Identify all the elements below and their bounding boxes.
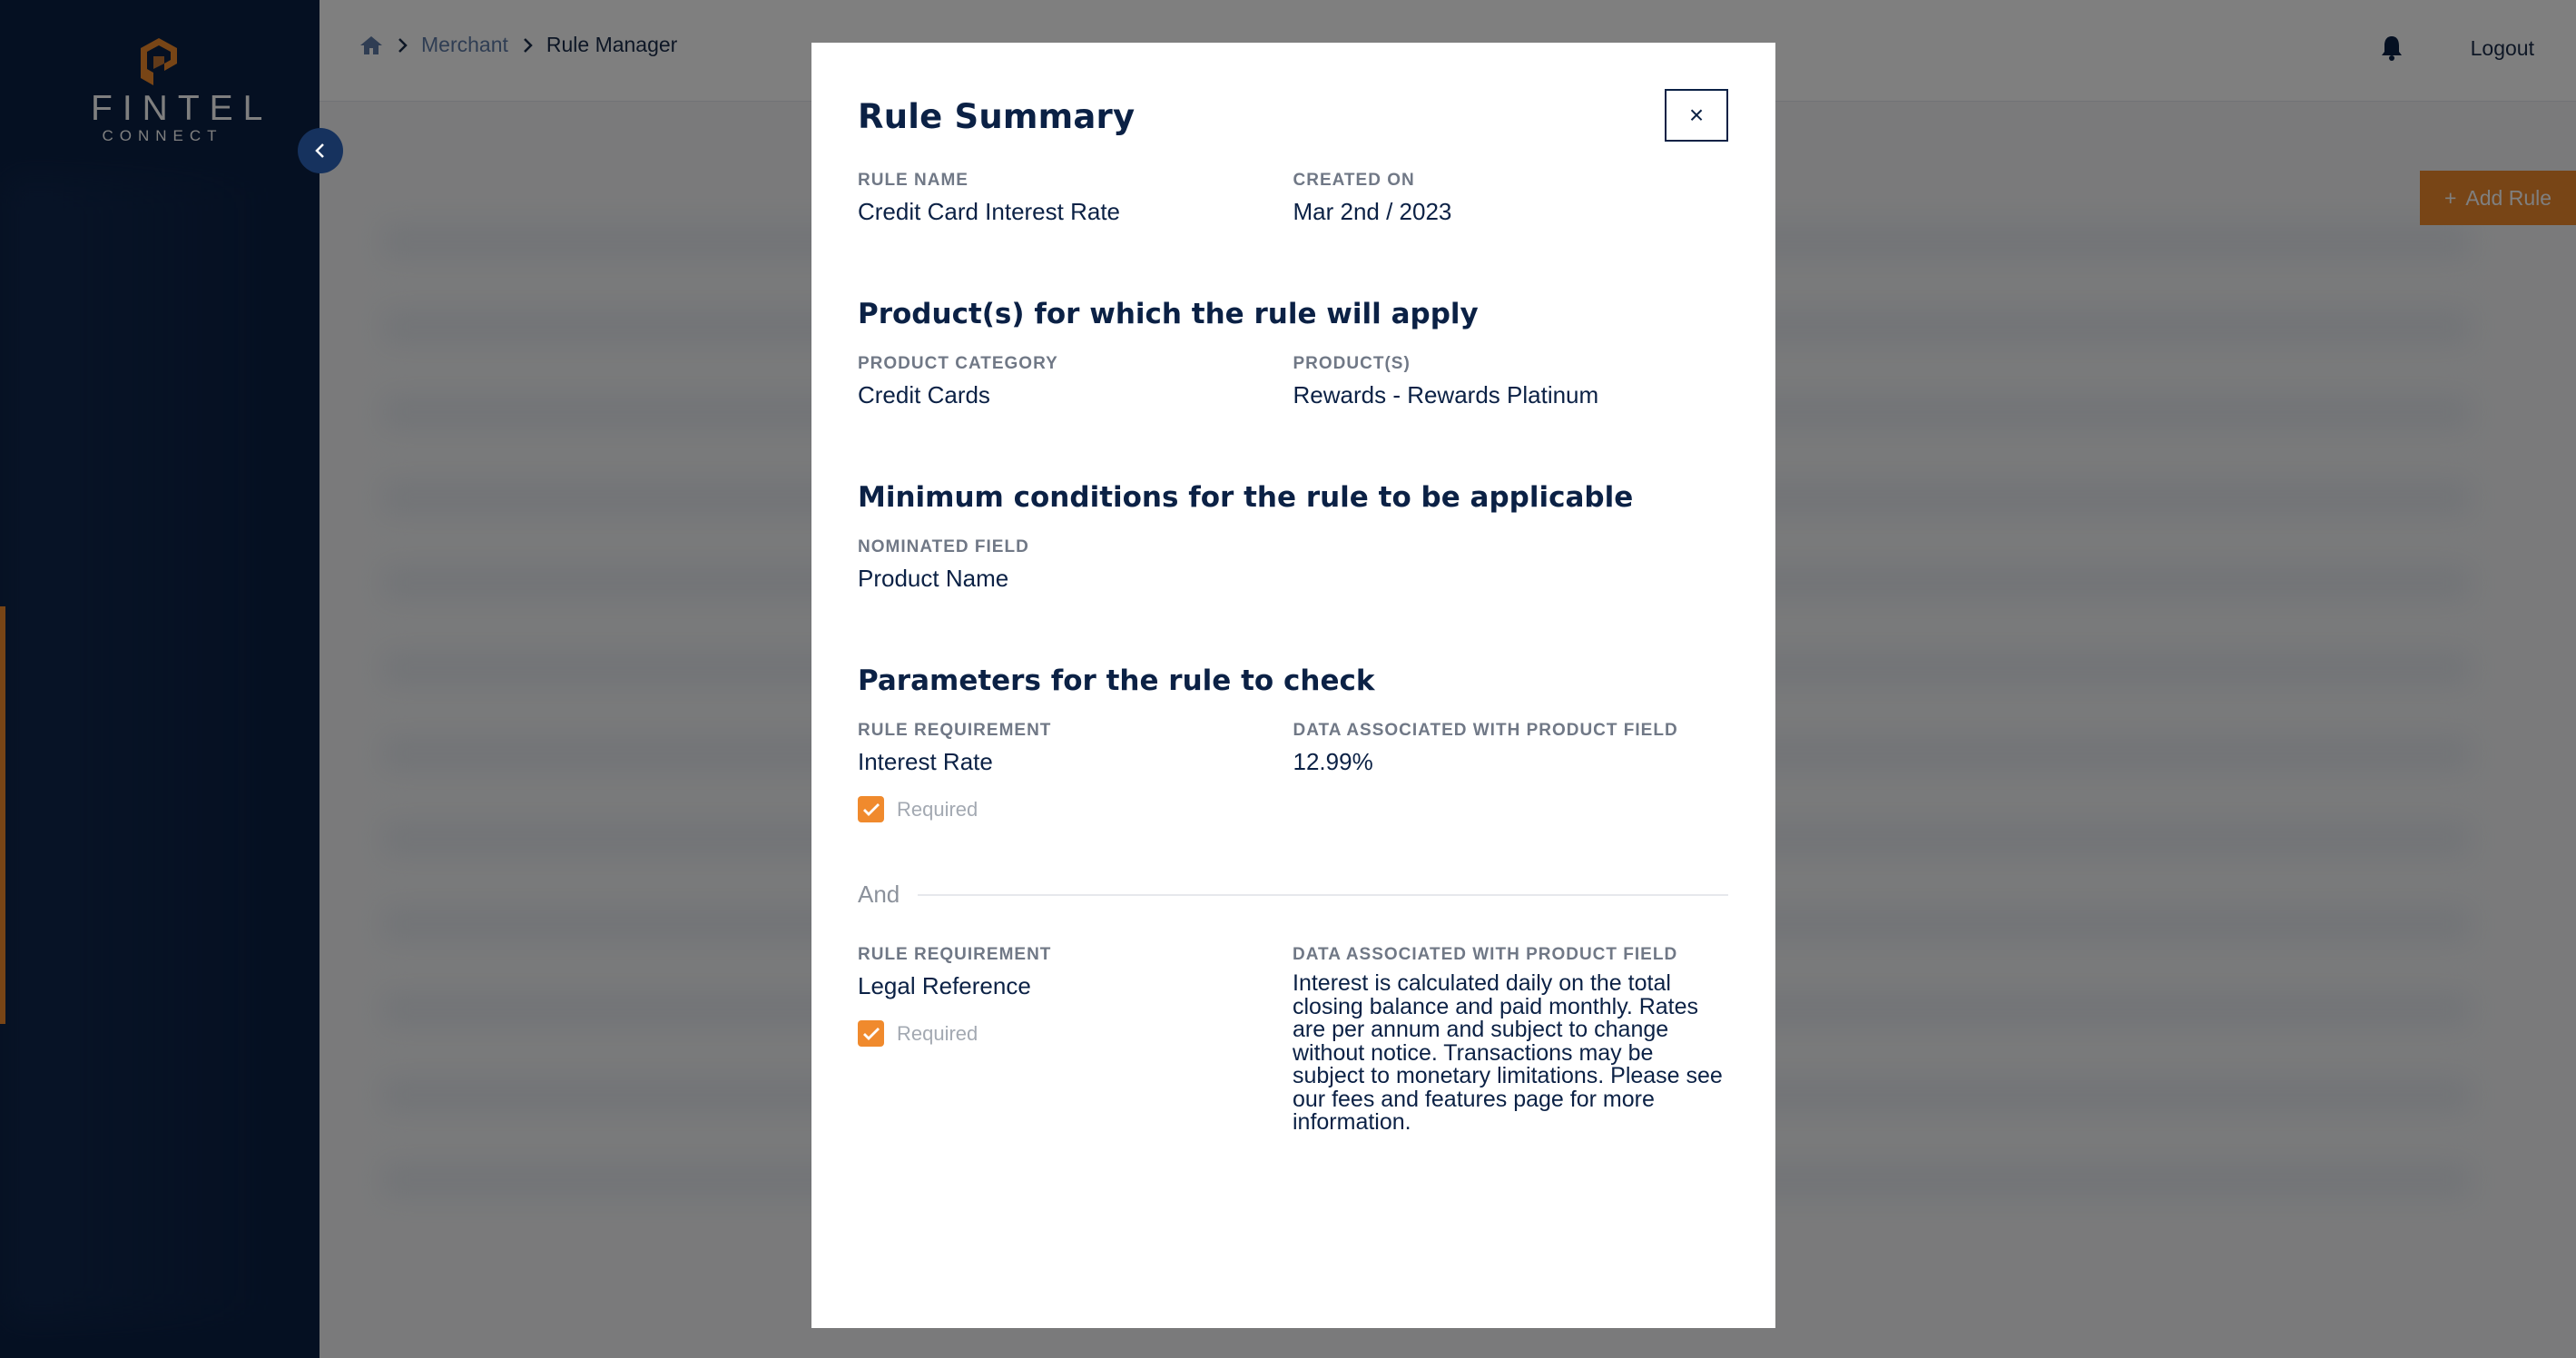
chevron-left-icon xyxy=(312,143,329,159)
product-category-label: PRODUCT CATEGORY xyxy=(858,354,1058,373)
products-heading: Product(s) for which the rule will apply xyxy=(858,298,1479,330)
required-checkbox[interactable] xyxy=(858,796,1293,822)
required-label: Required xyxy=(897,1021,978,1045)
rule-summary-modal xyxy=(811,43,1775,1328)
rule-requirement-value: Legal Reference xyxy=(858,972,1031,999)
required-label: Required xyxy=(897,797,978,821)
close-button[interactable]: × xyxy=(1665,89,1728,142)
parameter-item xyxy=(858,945,1728,1135)
sidebar-collapse-button[interactable] xyxy=(298,128,343,173)
rule-requirement-label: RULE REQUIREMENT xyxy=(858,945,1052,964)
nominated-field-value: Product Name xyxy=(858,565,1009,592)
checkmark-icon xyxy=(858,1020,884,1047)
created-on-label: CREATED ON xyxy=(1293,171,1415,190)
required-checkbox[interactable] xyxy=(858,1020,1293,1047)
products-label: PRODUCT(S) xyxy=(1293,354,1411,373)
parameter-item xyxy=(858,721,1728,822)
product-category-value: Credit Cards xyxy=(858,381,990,408)
conditions-heading: Minimum conditions for the rule to be applicable xyxy=(858,481,1634,514)
data-associated-label: DATA ASSOCIATED WITH PRODUCT FIELD xyxy=(1293,945,1678,964)
rule-requirement-value: Interest Rate xyxy=(858,748,993,775)
data-associated-label: DATA ASSOCIATED WITH PRODUCT FIELD xyxy=(1293,721,1678,740)
and-label: And xyxy=(858,881,900,908)
rule-requirement-label: RULE REQUIREMENT xyxy=(858,721,1052,740)
modal-title: Rule Summary xyxy=(858,97,1136,136)
parameters-heading: Parameters for the rule to check xyxy=(858,664,1375,697)
divider-line xyxy=(918,894,1728,896)
conditions-row xyxy=(858,537,1728,593)
created-on-value: Mar 2nd / 2023 xyxy=(1293,198,1452,225)
rule-info-row xyxy=(858,171,1728,226)
nominated-field-label: NOMINATED FIELD xyxy=(858,537,1029,556)
rule-name-label: RULE NAME xyxy=(858,171,968,190)
data-associated-value: Interest is calculated daily on the total closing balance and paid monthly. Rates are per annum and subject to change without notice. Transactions may be subject to monetary limitations. Please see our fees and features page for more information. xyxy=(1293,970,1723,1135)
checkmark-icon xyxy=(858,796,884,822)
data-associated-value: 12.99% xyxy=(1293,748,1373,775)
rule-name-value: Credit Card Interest Rate xyxy=(858,198,1121,225)
products-value: Rewards - Rewards Platinum xyxy=(1293,381,1599,408)
products-row xyxy=(858,354,1728,409)
and-divider xyxy=(858,881,1728,909)
